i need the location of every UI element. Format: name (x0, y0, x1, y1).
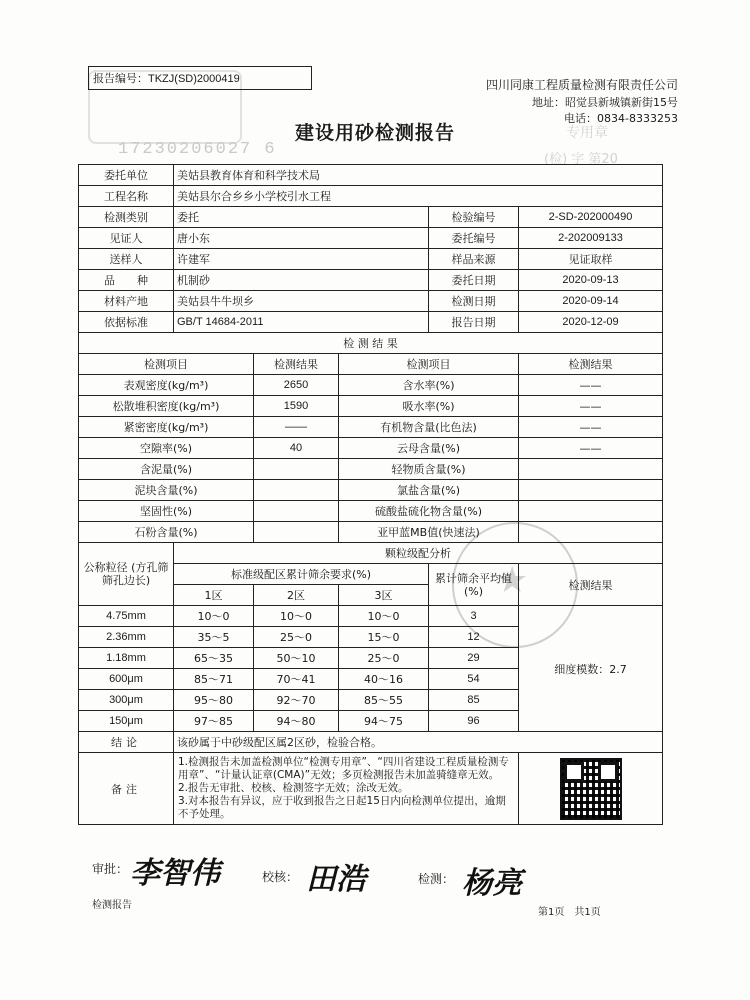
conclusion-text: 该砂属于中砂级配区属2区砂，检验合格。 (174, 732, 663, 753)
col-item-right: 检测项目 (339, 354, 519, 375)
sieve-size: 4.75mm (79, 606, 174, 627)
result-item-right: 轻物质含量(%) (339, 459, 519, 480)
grading-size-header: 公称粒径 (方孔筛筛孔边长) (79, 543, 174, 606)
witness-label: 见证人 (79, 228, 174, 249)
test-date-value: 2020-09-14 (519, 291, 663, 312)
cumulative-avg: 85 (429, 690, 519, 711)
origin-value: 美姑县牛牛坝乡 (174, 291, 429, 312)
qr-code-cell (519, 753, 663, 825)
sender-label: 送样人 (79, 249, 174, 270)
zone-1-range: 65～35 (174, 648, 254, 669)
variety-label: 品 种 (79, 270, 174, 291)
result-row (79, 417, 663, 438)
footer-doc-name: 检测报告 (92, 900, 132, 911)
result-value-left: —— (254, 417, 339, 438)
result-value-right: —— (519, 417, 663, 438)
grading-header-row-1 (79, 543, 663, 564)
result-item-left: 表观密度(kg/m³) (79, 375, 254, 396)
cumulative-avg: 54 (429, 669, 519, 690)
col-result-right: 检测结果 (519, 354, 663, 375)
sample-source-value: 见证取样 (519, 249, 663, 270)
result-row (79, 438, 663, 459)
zone-2-range: 10～0 (254, 606, 339, 627)
project-value: 美姑县尔合乡乡小学校引水工程 (174, 186, 663, 207)
result-item-left: 坚固性(%) (79, 501, 254, 522)
notes-row (79, 753, 663, 825)
approve-label: 审批： (92, 862, 129, 876)
conclusion-label: 结论 (79, 732, 174, 753)
grading-standard-header: 标准级配区累计筛余要求(%) (174, 564, 429, 585)
zone-1-header: 1区 (174, 585, 254, 606)
standard-value: GB/T 14684-2011 (174, 312, 429, 333)
results-title: 检 测 结 果 (79, 333, 663, 354)
test-type-value: 委托 (174, 207, 429, 228)
zone-2-range: 50～10 (254, 648, 339, 669)
grading-result-header: 检测结果 (519, 564, 663, 606)
project-label: 工程名称 (79, 186, 174, 207)
result-value-left: 1590 (254, 396, 339, 417)
result-value-right: —— (519, 375, 663, 396)
result-row (79, 522, 663, 543)
zone-3-header: 3区 (339, 585, 429, 606)
result-value-left: 40 (254, 438, 339, 459)
page-title: 建设用砂检测报告 (294, 122, 455, 144)
info-row-standard (79, 312, 663, 333)
zone-2-range: 92～70 (254, 690, 339, 711)
result-item-right: 含水率(%) (339, 375, 519, 396)
info-row-sender (79, 249, 663, 270)
page-number: 第1页 共1页 (538, 907, 601, 918)
client-value: 美姑县教育体育和科学技术局 (174, 165, 663, 186)
zone-1-range: 35～5 (174, 627, 254, 648)
report-number: 报告编号：TKZJ(SD)2000419 (88, 66, 312, 90)
notes-label: 备注 (79, 753, 174, 825)
faint-serial-number: 17230206027 6 (118, 140, 277, 159)
zone-3-range: 10～0 (339, 606, 429, 627)
result-item-right: 吸水率(%) (339, 396, 519, 417)
zone-2-range: 25～0 (254, 627, 339, 648)
sample-source-label: 样品来源 (429, 249, 519, 270)
zone-1-range: 85～71 (174, 669, 254, 690)
sieve-size: 150μm (79, 711, 174, 732)
grading-avg-header: 累计筛余平均值(%) (429, 564, 519, 606)
result-value-right: —— (519, 396, 663, 417)
cumulative-avg: 12 (429, 627, 519, 648)
cumulative-avg: 3 (429, 606, 519, 627)
result-value-right (519, 459, 663, 480)
result-item-right: 亚甲蓝MB值(快速法) (339, 522, 519, 543)
report-date-label: 报告日期 (429, 312, 519, 333)
faint-seal-text: 专用章 (566, 125, 608, 141)
sieve-size: 600μm (79, 669, 174, 690)
fineness-modulus: 细度模数：2.7 (519, 606, 663, 732)
result-value-left (254, 501, 339, 522)
approve-signature: 李智伟 (130, 856, 220, 891)
result-value-left (254, 522, 339, 543)
results-column-header (79, 354, 663, 375)
zone-3-range: 15～0 (339, 627, 429, 648)
variety-value: 机制砂 (174, 270, 429, 291)
result-item-right: 氯盐含量(%) (339, 480, 519, 501)
result-value-right (519, 501, 663, 522)
result-value-right (519, 480, 663, 501)
check-signature: 田浩 (306, 862, 366, 897)
zone-2-range: 94～80 (254, 711, 339, 732)
result-row (79, 375, 663, 396)
result-row (79, 480, 663, 501)
info-row-project (79, 186, 663, 207)
result-item-right: 云母含量(%) (339, 438, 519, 459)
commission-no-value: 2-202009133 (519, 228, 663, 249)
result-value-left (254, 459, 339, 480)
inspection-no-label: 检验编号 (429, 207, 519, 228)
test-type-label: 检测类别 (79, 207, 174, 228)
zone-2-header: 2区 (254, 585, 339, 606)
witness-value: 唐小东 (174, 228, 429, 249)
standard-label: 依据标准 (79, 312, 174, 333)
result-item-left: 含泥量(%) (79, 459, 254, 480)
zone-1-range: 95～80 (174, 690, 254, 711)
test-date-label: 检测日期 (429, 291, 519, 312)
result-value-right: —— (519, 438, 663, 459)
info-row-variety (79, 270, 663, 291)
qr-code-icon (560, 758, 622, 820)
company-name: 四川同康工程质量检测有限责任公司 (485, 78, 678, 92)
report-table (78, 164, 663, 825)
check-label: 校核： (262, 870, 299, 884)
note-line: 3.对本报告有异议，应于收到报告之日起15日内向检测单位提出，逾期不予处理。 (178, 795, 506, 820)
commission-no-label: 委托编号 (429, 228, 519, 249)
inspection-no-value: 2-SD-202000490 (519, 207, 663, 228)
cumulative-avg: 96 (429, 711, 519, 732)
zone-1-range: 97～85 (174, 711, 254, 732)
result-item-left: 石粉含量(%) (79, 522, 254, 543)
results-section-header (79, 333, 663, 354)
zone-3-range: 85～55 (339, 690, 429, 711)
notes-text (174, 753, 519, 825)
zone-3-range: 94～75 (339, 711, 429, 732)
sender-value: 许建军 (174, 249, 429, 270)
client-label: 委托单位 (79, 165, 174, 186)
info-row-origin (79, 291, 663, 312)
grading-main-header: 颗粒级配分析 (174, 543, 663, 564)
result-row (79, 396, 663, 417)
result-row (79, 501, 663, 522)
zone-2-range: 70～41 (254, 669, 339, 690)
sieve-size: 300μm (79, 690, 174, 711)
commission-date-label: 委托日期 (429, 270, 519, 291)
col-result-left: 检测结果 (254, 354, 339, 375)
result-item-left: 松散堆积密度(kg/m³) (79, 396, 254, 417)
commission-date-value: 2020-09-13 (519, 270, 663, 291)
info-row-witness (79, 228, 663, 249)
company-address: 地址：昭觉县新城镇新街15号 (532, 96, 678, 109)
note-line: 2.报告无审批、校核、检测签字无效；涂改无效。 (178, 782, 409, 794)
result-item-right: 有机物含量(比色法) (339, 417, 519, 438)
result-row (79, 459, 663, 480)
sieve-size: 2.36mm (79, 627, 174, 648)
conclusion-row (79, 732, 663, 753)
zone-3-range: 40～16 (339, 669, 429, 690)
zone-3-range: 25～0 (339, 648, 429, 669)
info-row-test-type (79, 207, 663, 228)
origin-label: 材料产地 (79, 291, 174, 312)
faint-seal-code: (检) 字 第20 (544, 152, 618, 167)
zone-1-range: 10～0 (174, 606, 254, 627)
cumulative-avg: 29 (429, 648, 519, 669)
seal-star-icon: ★ (496, 560, 529, 601)
result-value-right (519, 522, 663, 543)
info-row-client (79, 165, 663, 186)
test-signature: 杨亮 (462, 866, 522, 901)
result-item-left: 空隙率(%) (79, 438, 254, 459)
result-item-left: 泥块含量(%) (79, 480, 254, 501)
company-phone: 电话：0834-8333253 (564, 112, 678, 125)
result-value-left: 2650 (254, 375, 339, 396)
grading-row (79, 606, 663, 627)
result-item-left: 紧密密度(kg/m³) (79, 417, 254, 438)
sieve-size: 1.18mm (79, 648, 174, 669)
col-item-left: 检测项目 (79, 354, 254, 375)
report-date-value: 2020-12-09 (519, 312, 663, 333)
result-item-right: 硫酸盐硫化物含量(%) (339, 501, 519, 522)
test-label: 检测： (418, 872, 455, 886)
note-line: 1.检测报告未加盖检测单位“检测专用章”、“四川省建设工程质量检测专用章”、“计量认证章(CMA)”无效；多页检测报告未加盖骑缝章无效。 (178, 756, 509, 781)
result-value-left (254, 480, 339, 501)
